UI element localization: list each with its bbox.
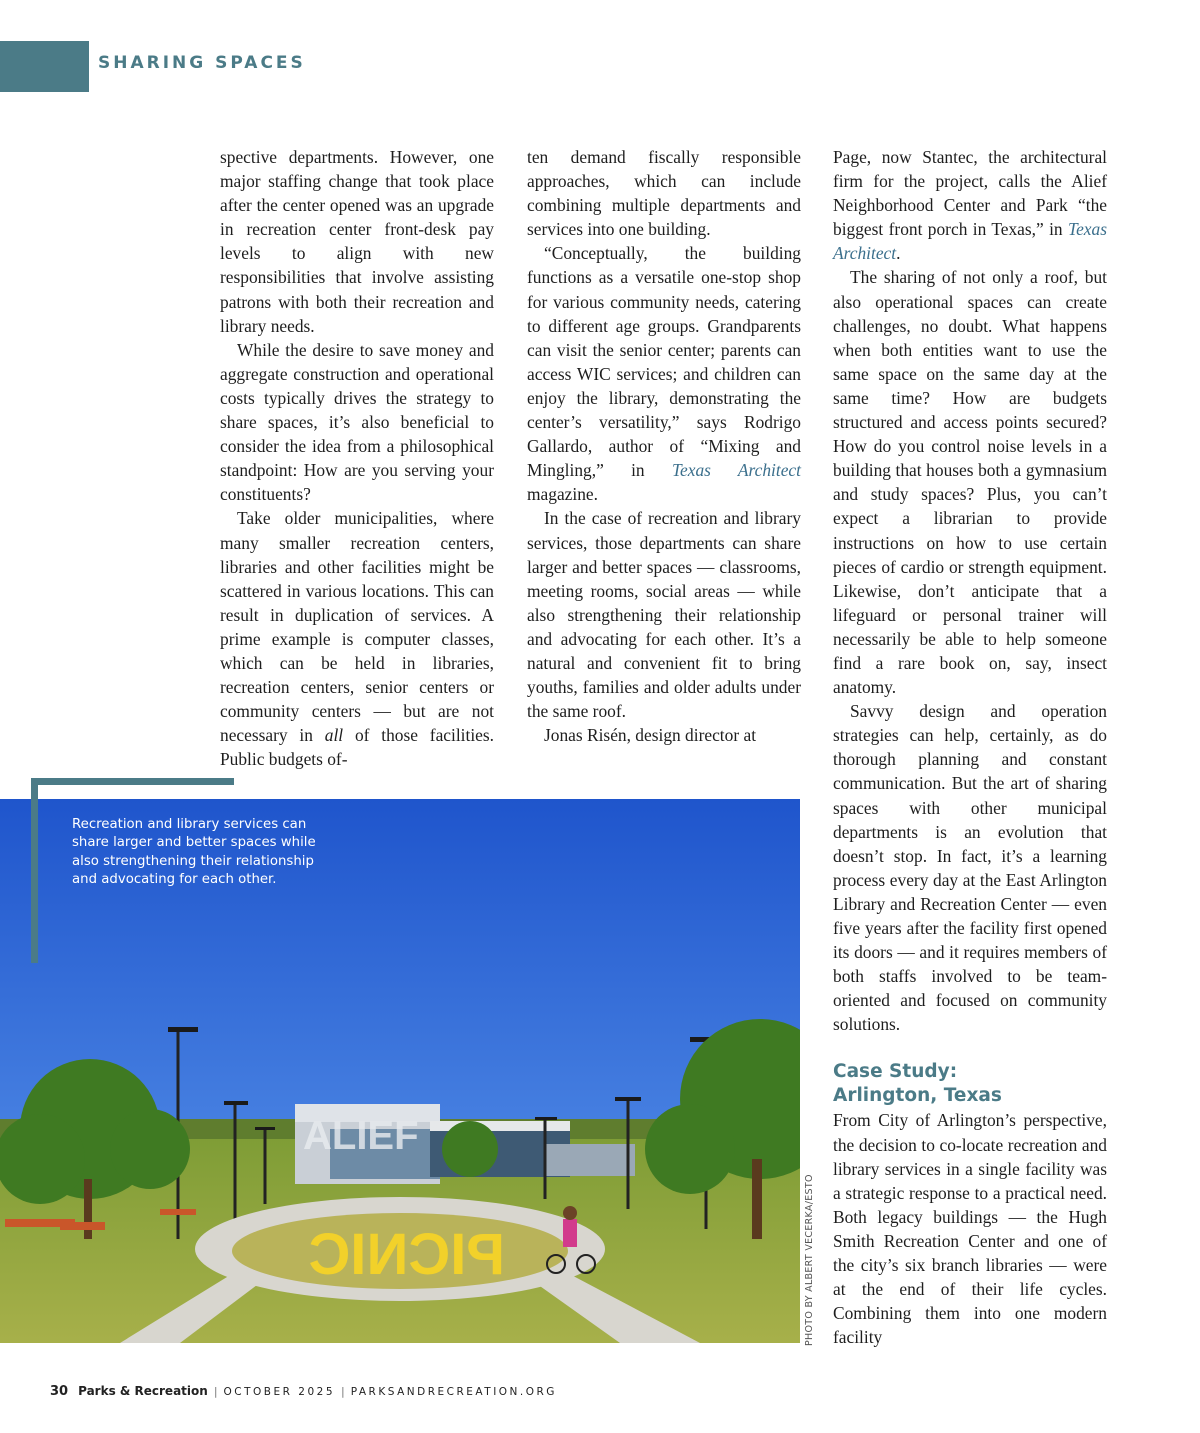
photo-caption: Recreation and library services can share larger and better spaces while also strengthening their relationship and advocating for each other. xyxy=(72,817,316,888)
separator: | xyxy=(341,1385,345,1398)
section-label: SHARING SPACES xyxy=(98,53,306,73)
text-column-1 xyxy=(220,145,494,771)
paragraph: The sharing of not only a roof, but also operational spaces can create challenges, no doubt. What happens when both entities want to use the same space on the same day at the same time? How are budgets structured and access points secured? How do you control noise levels in a building that houses both a gymnasium and study spaces? Plus, you can’t expect a librarian to provide instructions on how to use certain pieces of cardio or strength equipment. Likewise, don’t anticipate that a lifeguard or personal trainer will necessarily be able to help someone find a rare book on, say, insect anatomy. xyxy=(833,267,1107,698)
caption-bar-vertical xyxy=(31,778,38,963)
paragraph: In the case of recreation and library services, those departments can share larger and better spaces — classrooms, meeting rooms, social areas — while also strengthening their relationship and advocating for each other. It’s a natural and convenient fit to bring youths, families and older adults under the same roof. xyxy=(527,508,801,722)
paragraph: “Conceptually, the building functions as a versatile one-stop shop for various community needs, catering to different age groups. Grandparents can visit the senior center; parents can access WIC services; and children can enjoy the library, demonstrating the center’s versatility,” says Rodrigo Gallardo, author of “Mixing and Mingling,” in Texas Architect magazine. xyxy=(527,243,801,505)
paragraph: ten demand fiscally responsible approaches, which can include combining multiple departments and services into one building. xyxy=(527,147,801,240)
case-study-heading-line1: Case Study: xyxy=(833,1061,958,1083)
page-number: 30 xyxy=(50,1384,69,1399)
magazine-link[interactable]: Texas Architect xyxy=(671,460,801,481)
case-study-heading-line2: Arlington, Texas xyxy=(833,1085,1002,1107)
paragraph: spective departments. However, one major staffing change that took place after the center opened was an upgrade in recreation center front-desk pay levels to align with new responsibilities that involve assisting patrons with both their recreation and library needs. xyxy=(220,147,494,336)
text-column-3 xyxy=(833,145,1107,1349)
photo-credit: PHOTO BY ALBERT VECERKA/ESTO xyxy=(804,1174,815,1346)
paragraph: Jonas Risén, design director at xyxy=(544,725,757,746)
magazine-name: Parks & Recreation xyxy=(78,1384,208,1398)
page-footer xyxy=(50,1384,557,1399)
emphasis: all xyxy=(324,725,344,746)
issue-date: OCTOBER 2025 xyxy=(223,1386,335,1398)
building-sign: ALIEF xyxy=(303,1114,419,1158)
caption-bar-horizontal xyxy=(31,778,234,785)
section-tab xyxy=(0,41,89,92)
paragraph: Page, now Stantec, the architectural firm for the project, calls the Alief Neighborhood Center and Park “the biggest front porch in Texas,” in Texas Architect. xyxy=(833,147,1107,264)
paragraph: While the desire to save money and aggregate construction and operational costs typically drives the strategy to share spaces, it’s also beneficial to consider the idea from a philosophical standpoint: How are you serving your constituents? xyxy=(220,339,494,505)
magazine-link[interactable]: Texas Architect xyxy=(833,219,1107,264)
case-study-heading xyxy=(833,1060,1107,1108)
separator: | xyxy=(213,1385,218,1398)
paragraph: Take older municipalities, where many smaller recreation centers, libraries and other facilities might be scattered in various locations. This can result in duplication of services. A prime example is computer classes, which can be held in libraries, recreation centers, senior centers or community centers — but are not necessary in all of those facilities. Public budgets of- xyxy=(220,508,494,770)
website-link[interactable]: PARKSANDRECREATION.ORG xyxy=(350,1386,557,1398)
text-column-2 xyxy=(527,145,801,747)
paragraph: From City of Arlington’s perspective, the decision to co-locate recreation and library services in a single facility was a strategic response to a practical need. Both legacy buildings — the Hugh Smith Recreation Center and one of the city’s six branch libraries — were at the end of their life cycles. Combining them into one modern facility xyxy=(833,1110,1107,1348)
ground-lettering: PICNIC xyxy=(308,1222,505,1287)
paragraph: Savvy design and operation strategies can help, certainly, as do thorough planning and constant communication. But the art of sharing spaces with other municipal departments is an evolution that doesn’t stop. In fact, it’s a learning process every day at the East Arlington Library and Recreation Center — even five years after the facility first opened its doors — and it requires members of both staffs involved to be team-oriented and focused on community solutions. xyxy=(833,701,1107,1035)
